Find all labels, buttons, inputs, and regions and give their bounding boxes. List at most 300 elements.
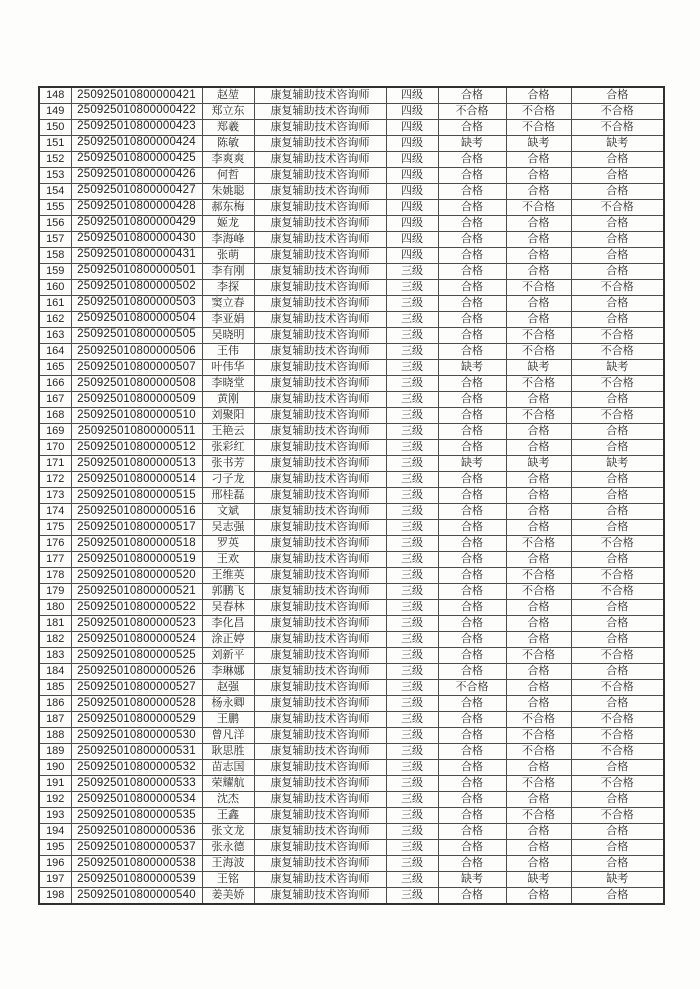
table-row bbox=[39, 119, 664, 135]
cell-occupation: 康复辅助技术咨询师 bbox=[254, 119, 386, 135]
table-row bbox=[39, 519, 664, 535]
cell-admission-number: 250925010800000531 bbox=[71, 744, 202, 760]
cell-admission-number: 250925010800000537 bbox=[71, 840, 202, 856]
cell-name: 涂正婷 bbox=[202, 632, 254, 648]
cell-index: 149 bbox=[39, 103, 71, 119]
cell-index: 151 bbox=[39, 135, 71, 151]
cell-result-2: 合格 bbox=[506, 423, 571, 439]
cell-level: 四级 bbox=[386, 199, 438, 215]
cell-result-2: 不合格 bbox=[506, 567, 571, 583]
cell-result-2: 合格 bbox=[506, 295, 571, 311]
cell-name: 郝东梅 bbox=[202, 199, 254, 215]
cell-result-2: 合格 bbox=[506, 600, 571, 616]
cell-result-2: 合格 bbox=[506, 311, 571, 327]
cell-level: 三级 bbox=[386, 423, 438, 439]
table-row bbox=[39, 648, 664, 664]
cell-level: 三级 bbox=[386, 311, 438, 327]
cell-result-2: 合格 bbox=[506, 632, 571, 648]
cell-index: 183 bbox=[39, 648, 71, 664]
cell-level: 三级 bbox=[386, 407, 438, 423]
cell-result-1: 合格 bbox=[438, 311, 506, 327]
cell-admission-number: 250925010800000431 bbox=[71, 247, 202, 263]
cell-name: 张文龙 bbox=[202, 824, 254, 840]
cell-index: 197 bbox=[39, 872, 71, 888]
cell-result-3: 缺考 bbox=[571, 872, 664, 888]
cell-admission-number: 250925010800000529 bbox=[71, 712, 202, 728]
cell-occupation: 康复辅助技术咨询师 bbox=[254, 487, 386, 503]
cell-occupation: 康复辅助技术咨询师 bbox=[254, 680, 386, 696]
cell-name: 陈敏 bbox=[202, 135, 254, 151]
cell-occupation: 康复辅助技术咨询师 bbox=[254, 872, 386, 888]
cell-level: 三级 bbox=[386, 888, 438, 904]
cell-result-3: 合格 bbox=[571, 519, 664, 535]
cell-level: 四级 bbox=[386, 103, 438, 119]
cell-level: 三级 bbox=[386, 632, 438, 648]
cell-result-1: 合格 bbox=[438, 519, 506, 535]
cell-name: 赵强 bbox=[202, 680, 254, 696]
cell-result-1: 不合格 bbox=[438, 680, 506, 696]
cell-index: 169 bbox=[39, 423, 71, 439]
cell-occupation: 康复辅助技术咨询师 bbox=[254, 888, 386, 904]
cell-level: 三级 bbox=[386, 664, 438, 680]
cell-name: 邢桂磊 bbox=[202, 487, 254, 503]
cell-result-3: 不合格 bbox=[571, 119, 664, 135]
cell-result-1: 合格 bbox=[438, 888, 506, 904]
table-row bbox=[39, 167, 664, 183]
cell-result-2: 不合格 bbox=[506, 583, 571, 599]
table-row bbox=[39, 375, 664, 391]
cell-admission-number: 250925010800000502 bbox=[71, 279, 202, 295]
cell-admission-number: 250925010800000521 bbox=[71, 583, 202, 599]
cell-index: 177 bbox=[39, 551, 71, 567]
cell-index: 181 bbox=[39, 616, 71, 632]
cell-name: 沈杰 bbox=[202, 792, 254, 808]
cell-result-1: 合格 bbox=[438, 295, 506, 311]
cell-level: 四级 bbox=[386, 167, 438, 183]
cell-admission-number: 250925010800000504 bbox=[71, 311, 202, 327]
cell-name: 李晓堂 bbox=[202, 375, 254, 391]
cell-name: 朱姚聪 bbox=[202, 183, 254, 199]
table-row bbox=[39, 551, 664, 567]
cell-result-2: 合格 bbox=[506, 87, 571, 103]
cell-result-3: 不合格 bbox=[571, 776, 664, 792]
cell-index: 161 bbox=[39, 295, 71, 311]
table-row bbox=[39, 632, 664, 648]
table-row bbox=[39, 247, 664, 263]
cell-occupation: 康复辅助技术咨询师 bbox=[254, 744, 386, 760]
cell-name: 王鹏 bbox=[202, 712, 254, 728]
cell-name: 李有刚 bbox=[202, 263, 254, 279]
cell-result-3: 合格 bbox=[571, 151, 664, 167]
cell-result-1: 缺考 bbox=[438, 135, 506, 151]
cell-admission-number: 250925010800000539 bbox=[71, 872, 202, 888]
cell-result-3: 缺考 bbox=[571, 359, 664, 375]
table-row bbox=[39, 183, 664, 199]
cell-result-3: 合格 bbox=[571, 664, 664, 680]
cell-name: 黄刚 bbox=[202, 391, 254, 407]
cell-occupation: 康复辅助技术咨询师 bbox=[254, 167, 386, 183]
table-row bbox=[39, 471, 664, 487]
cell-name: 李亚娟 bbox=[202, 311, 254, 327]
table-row bbox=[39, 423, 664, 439]
cell-result-1: 缺考 bbox=[438, 872, 506, 888]
cell-level: 三级 bbox=[386, 872, 438, 888]
cell-result-3: 合格 bbox=[571, 423, 664, 439]
table-row bbox=[39, 279, 664, 295]
cell-occupation: 康复辅助技术咨询师 bbox=[254, 263, 386, 279]
cell-result-3: 合格 bbox=[571, 856, 664, 872]
cell-index: 168 bbox=[39, 407, 71, 423]
table-row bbox=[39, 343, 664, 359]
cell-name: 刘新平 bbox=[202, 648, 254, 664]
cell-result-2: 合格 bbox=[506, 471, 571, 487]
cell-result-1: 合格 bbox=[438, 503, 506, 519]
cell-result-2: 不合格 bbox=[506, 279, 571, 295]
table-row bbox=[39, 407, 664, 423]
cell-result-3: 合格 bbox=[571, 792, 664, 808]
cell-result-2: 合格 bbox=[506, 760, 571, 776]
cell-level: 三级 bbox=[386, 279, 438, 295]
cell-result-1: 合格 bbox=[438, 231, 506, 247]
cell-name: 李爽爽 bbox=[202, 151, 254, 167]
cell-admission-number: 250925010800000427 bbox=[71, 183, 202, 199]
cell-name: 苗志国 bbox=[202, 760, 254, 776]
cell-result-1: 合格 bbox=[438, 824, 506, 840]
cell-admission-number: 250925010800000426 bbox=[71, 167, 202, 183]
table-row bbox=[39, 487, 664, 503]
cell-result-1: 合格 bbox=[438, 583, 506, 599]
cell-result-3: 不合格 bbox=[571, 407, 664, 423]
cell-level: 三级 bbox=[386, 359, 438, 375]
cell-result-1: 合格 bbox=[438, 744, 506, 760]
cell-level: 四级 bbox=[386, 87, 438, 103]
cell-occupation: 康复辅助技术咨询师 bbox=[254, 616, 386, 632]
cell-result-1: 合格 bbox=[438, 632, 506, 648]
cell-result-3: 合格 bbox=[571, 632, 664, 648]
cell-result-3: 不合格 bbox=[571, 648, 664, 664]
cell-name: 杨永卿 bbox=[202, 696, 254, 712]
cell-result-3: 合格 bbox=[571, 183, 664, 199]
cell-index: 179 bbox=[39, 583, 71, 599]
cell-admission-number: 250925010800000508 bbox=[71, 375, 202, 391]
cell-level: 三级 bbox=[386, 487, 438, 503]
cell-name: 吴晓明 bbox=[202, 327, 254, 343]
cell-result-3: 合格 bbox=[571, 487, 664, 503]
cell-index: 163 bbox=[39, 327, 71, 343]
cell-result-2: 合格 bbox=[506, 856, 571, 872]
cell-occupation: 康复辅助技术咨询师 bbox=[254, 151, 386, 167]
cell-result-1: 不合格 bbox=[438, 103, 506, 119]
cell-admission-number: 250925010800000505 bbox=[71, 327, 202, 343]
cell-result-3: 不合格 bbox=[571, 567, 664, 583]
cell-index: 192 bbox=[39, 792, 71, 808]
cell-admission-number: 250925010800000512 bbox=[71, 439, 202, 455]
cell-name: 罗英 bbox=[202, 535, 254, 551]
cell-level: 三级 bbox=[386, 583, 438, 599]
cell-level: 三级 bbox=[386, 519, 438, 535]
cell-occupation: 康复辅助技术咨询师 bbox=[254, 311, 386, 327]
cell-admission-number: 250925010800000429 bbox=[71, 215, 202, 231]
cell-result-3: 不合格 bbox=[571, 583, 664, 599]
cell-result-1: 合格 bbox=[438, 696, 506, 712]
table-row bbox=[39, 263, 664, 279]
cell-index: 166 bbox=[39, 375, 71, 391]
cell-admission-number: 250925010800000507 bbox=[71, 359, 202, 375]
cell-result-1: 合格 bbox=[438, 87, 506, 103]
cell-level: 三级 bbox=[386, 600, 438, 616]
cell-occupation: 康复辅助技术咨询师 bbox=[254, 535, 386, 551]
cell-admission-number: 250925010800000509 bbox=[71, 391, 202, 407]
cell-level: 三级 bbox=[386, 840, 438, 856]
cell-index: 152 bbox=[39, 151, 71, 167]
cell-result-3: 合格 bbox=[571, 471, 664, 487]
cell-result-3: 合格 bbox=[571, 760, 664, 776]
cell-occupation: 康复辅助技术咨询师 bbox=[254, 407, 386, 423]
cell-result-3: 合格 bbox=[571, 263, 664, 279]
cell-result-1: 合格 bbox=[438, 183, 506, 199]
cell-level: 三级 bbox=[386, 471, 438, 487]
cell-result-2: 不合格 bbox=[506, 343, 571, 359]
cell-result-1: 合格 bbox=[438, 471, 506, 487]
cell-result-2: 不合格 bbox=[506, 119, 571, 135]
table-row bbox=[39, 664, 664, 680]
cell-result-3: 合格 bbox=[571, 167, 664, 183]
cell-result-3: 合格 bbox=[571, 696, 664, 712]
cell-occupation: 康复辅助技术咨询师 bbox=[254, 423, 386, 439]
cell-occupation: 康复辅助技术咨询师 bbox=[254, 215, 386, 231]
cell-result-1: 合格 bbox=[438, 199, 506, 215]
cell-result-2: 不合格 bbox=[506, 407, 571, 423]
cell-index: 165 bbox=[39, 359, 71, 375]
cell-level: 三级 bbox=[386, 696, 438, 712]
cell-level: 三级 bbox=[386, 503, 438, 519]
cell-result-1: 合格 bbox=[438, 792, 506, 808]
cell-name: 曾凡洋 bbox=[202, 728, 254, 744]
cell-occupation: 康复辅助技术咨询师 bbox=[254, 375, 386, 391]
cell-name: 王海波 bbox=[202, 856, 254, 872]
table-row bbox=[39, 391, 664, 407]
cell-result-3: 缺考 bbox=[571, 455, 664, 471]
cell-name: 张书芳 bbox=[202, 455, 254, 471]
cell-index: 150 bbox=[39, 119, 71, 135]
cell-index: 189 bbox=[39, 744, 71, 760]
table-row bbox=[39, 311, 664, 327]
cell-occupation: 康复辅助技术咨询师 bbox=[254, 824, 386, 840]
cell-name: 郑羲 bbox=[202, 119, 254, 135]
cell-result-1: 合格 bbox=[438, 487, 506, 503]
table-row bbox=[39, 439, 664, 455]
table-row bbox=[39, 888, 664, 904]
cell-index: 180 bbox=[39, 600, 71, 616]
table-row bbox=[39, 744, 664, 760]
cell-level: 四级 bbox=[386, 247, 438, 263]
cell-name: 姜美娇 bbox=[202, 888, 254, 904]
cell-admission-number: 250925010800000524 bbox=[71, 632, 202, 648]
cell-result-2: 合格 bbox=[506, 824, 571, 840]
cell-occupation: 康复辅助技术咨询师 bbox=[254, 583, 386, 599]
cell-index: 174 bbox=[39, 503, 71, 519]
table-row bbox=[39, 824, 664, 840]
cell-result-3: 合格 bbox=[571, 840, 664, 856]
cell-name: 王铭 bbox=[202, 872, 254, 888]
cell-admission-number: 250925010800000532 bbox=[71, 760, 202, 776]
cell-result-1: 合格 bbox=[438, 600, 506, 616]
cell-index: 170 bbox=[39, 439, 71, 455]
cell-name: 文斌 bbox=[202, 503, 254, 519]
cell-result-1: 合格 bbox=[438, 247, 506, 263]
table-row bbox=[39, 535, 664, 551]
table-row bbox=[39, 840, 664, 856]
cell-admission-number: 250925010800000519 bbox=[71, 551, 202, 567]
cell-admission-number: 250925010800000523 bbox=[71, 616, 202, 632]
cell-result-3: 不合格 bbox=[571, 327, 664, 343]
cell-result-2: 合格 bbox=[506, 551, 571, 567]
cell-result-2: 合格 bbox=[506, 215, 571, 231]
cell-result-1: 合格 bbox=[438, 808, 506, 824]
table-row bbox=[39, 600, 664, 616]
cell-index: 164 bbox=[39, 343, 71, 359]
cell-level: 三级 bbox=[386, 439, 438, 455]
cell-occupation: 康复辅助技术咨询师 bbox=[254, 199, 386, 215]
cell-level: 三级 bbox=[386, 760, 438, 776]
cell-result-3: 不合格 bbox=[571, 343, 664, 359]
cell-result-3: 不合格 bbox=[571, 680, 664, 696]
cell-occupation: 康复辅助技术咨询师 bbox=[254, 632, 386, 648]
cell-result-2: 合格 bbox=[506, 247, 571, 263]
cell-level: 四级 bbox=[386, 215, 438, 231]
cell-index: 186 bbox=[39, 696, 71, 712]
cell-occupation: 康复辅助技术咨询师 bbox=[254, 103, 386, 119]
cell-name: 李探 bbox=[202, 279, 254, 295]
cell-level: 三级 bbox=[386, 535, 438, 551]
cell-occupation: 康复辅助技术咨询师 bbox=[254, 600, 386, 616]
cell-admission-number: 250925010800000530 bbox=[71, 728, 202, 744]
cell-result-2: 合格 bbox=[506, 391, 571, 407]
cell-result-1: 合格 bbox=[438, 391, 506, 407]
cell-result-3: 不合格 bbox=[571, 744, 664, 760]
cell-level: 三级 bbox=[386, 551, 438, 567]
cell-result-1: 合格 bbox=[438, 776, 506, 792]
cell-admission-number: 250925010800000501 bbox=[71, 263, 202, 279]
cell-index: 156 bbox=[39, 215, 71, 231]
table-row bbox=[39, 792, 664, 808]
cell-admission-number: 250925010800000425 bbox=[71, 151, 202, 167]
cell-result-1: 合格 bbox=[438, 439, 506, 455]
cell-occupation: 康复辅助技术咨询师 bbox=[254, 279, 386, 295]
cell-result-3: 合格 bbox=[571, 247, 664, 263]
cell-result-2: 不合格 bbox=[506, 776, 571, 792]
cell-result-2: 不合格 bbox=[506, 728, 571, 744]
table-row bbox=[39, 503, 664, 519]
cell-admission-number: 250925010800000518 bbox=[71, 535, 202, 551]
table-row bbox=[39, 103, 664, 119]
cell-result-2: 合格 bbox=[506, 439, 571, 455]
cell-index: 182 bbox=[39, 632, 71, 648]
cell-level: 三级 bbox=[386, 295, 438, 311]
cell-level: 三级 bbox=[386, 327, 438, 343]
table-row bbox=[39, 87, 664, 103]
cell-result-2: 合格 bbox=[506, 151, 571, 167]
cell-result-1: 合格 bbox=[438, 856, 506, 872]
cell-result-2: 缺考 bbox=[506, 135, 571, 151]
cell-result-3: 缺考 bbox=[571, 135, 664, 151]
cell-admission-number: 250925010800000503 bbox=[71, 295, 202, 311]
cell-level: 三级 bbox=[386, 343, 438, 359]
cell-index: 172 bbox=[39, 471, 71, 487]
cell-occupation: 康复辅助技术咨询师 bbox=[254, 664, 386, 680]
table-row bbox=[39, 231, 664, 247]
cell-result-3: 合格 bbox=[571, 824, 664, 840]
cell-name: 刘聚阳 bbox=[202, 407, 254, 423]
cell-occupation: 康复辅助技术咨询师 bbox=[254, 712, 386, 728]
cell-admission-number: 250925010800000423 bbox=[71, 119, 202, 135]
cell-result-1: 合格 bbox=[438, 712, 506, 728]
cell-occupation: 康复辅助技术咨询师 bbox=[254, 696, 386, 712]
table-row bbox=[39, 872, 664, 888]
cell-index: 178 bbox=[39, 567, 71, 583]
cell-occupation: 康复辅助技术咨询师 bbox=[254, 840, 386, 856]
cell-result-3: 合格 bbox=[571, 311, 664, 327]
cell-occupation: 康复辅助技术咨询师 bbox=[254, 391, 386, 407]
cell-index: 198 bbox=[39, 888, 71, 904]
cell-index: 153 bbox=[39, 167, 71, 183]
cell-result-3: 合格 bbox=[571, 295, 664, 311]
cell-level: 三级 bbox=[386, 776, 438, 792]
cell-result-1: 合格 bbox=[438, 551, 506, 567]
cell-admission-number: 250925010800000535 bbox=[71, 808, 202, 824]
cell-index: 184 bbox=[39, 664, 71, 680]
cell-name: 何哲 bbox=[202, 167, 254, 183]
cell-admission-number: 250925010800000526 bbox=[71, 664, 202, 680]
cell-admission-number: 250925010800000421 bbox=[71, 87, 202, 103]
cell-result-3: 合格 bbox=[571, 551, 664, 567]
cell-name: 王欢 bbox=[202, 551, 254, 567]
cell-level: 三级 bbox=[386, 728, 438, 744]
cell-name: 吴志强 bbox=[202, 519, 254, 535]
cell-admission-number: 250925010800000430 bbox=[71, 231, 202, 247]
cell-result-1: 合格 bbox=[438, 567, 506, 583]
cell-occupation: 康复辅助技术咨询师 bbox=[254, 247, 386, 263]
cell-occupation: 康复辅助技术咨询师 bbox=[254, 231, 386, 247]
cell-result-3: 不合格 bbox=[571, 375, 664, 391]
cell-index: 162 bbox=[39, 311, 71, 327]
cell-result-2: 合格 bbox=[506, 680, 571, 696]
cell-result-3: 合格 bbox=[571, 231, 664, 247]
cell-occupation: 康复辅助技术咨询师 bbox=[254, 183, 386, 199]
cell-result-2: 缺考 bbox=[506, 872, 571, 888]
cell-admission-number: 250925010800000540 bbox=[71, 888, 202, 904]
table-row bbox=[39, 199, 664, 215]
table-row bbox=[39, 295, 664, 311]
cell-result-2: 合格 bbox=[506, 519, 571, 535]
cell-result-1: 合格 bbox=[438, 535, 506, 551]
cell-level: 四级 bbox=[386, 183, 438, 199]
cell-result-1: 合格 bbox=[438, 151, 506, 167]
cell-level: 三级 bbox=[386, 263, 438, 279]
cell-result-1: 合格 bbox=[438, 840, 506, 856]
cell-occupation: 康复辅助技术咨询师 bbox=[254, 648, 386, 664]
cell-index: 185 bbox=[39, 680, 71, 696]
cell-occupation: 康复辅助技术咨询师 bbox=[254, 856, 386, 872]
cell-result-3: 不合格 bbox=[571, 535, 664, 551]
cell-level: 三级 bbox=[386, 808, 438, 824]
cell-result-1: 缺考 bbox=[438, 359, 506, 375]
cell-result-2: 缺考 bbox=[506, 359, 571, 375]
cell-admission-number: 250925010800000422 bbox=[71, 103, 202, 119]
cell-result-2: 合格 bbox=[506, 503, 571, 519]
cell-admission-number: 250925010800000517 bbox=[71, 519, 202, 535]
cell-result-2: 不合格 bbox=[506, 744, 571, 760]
